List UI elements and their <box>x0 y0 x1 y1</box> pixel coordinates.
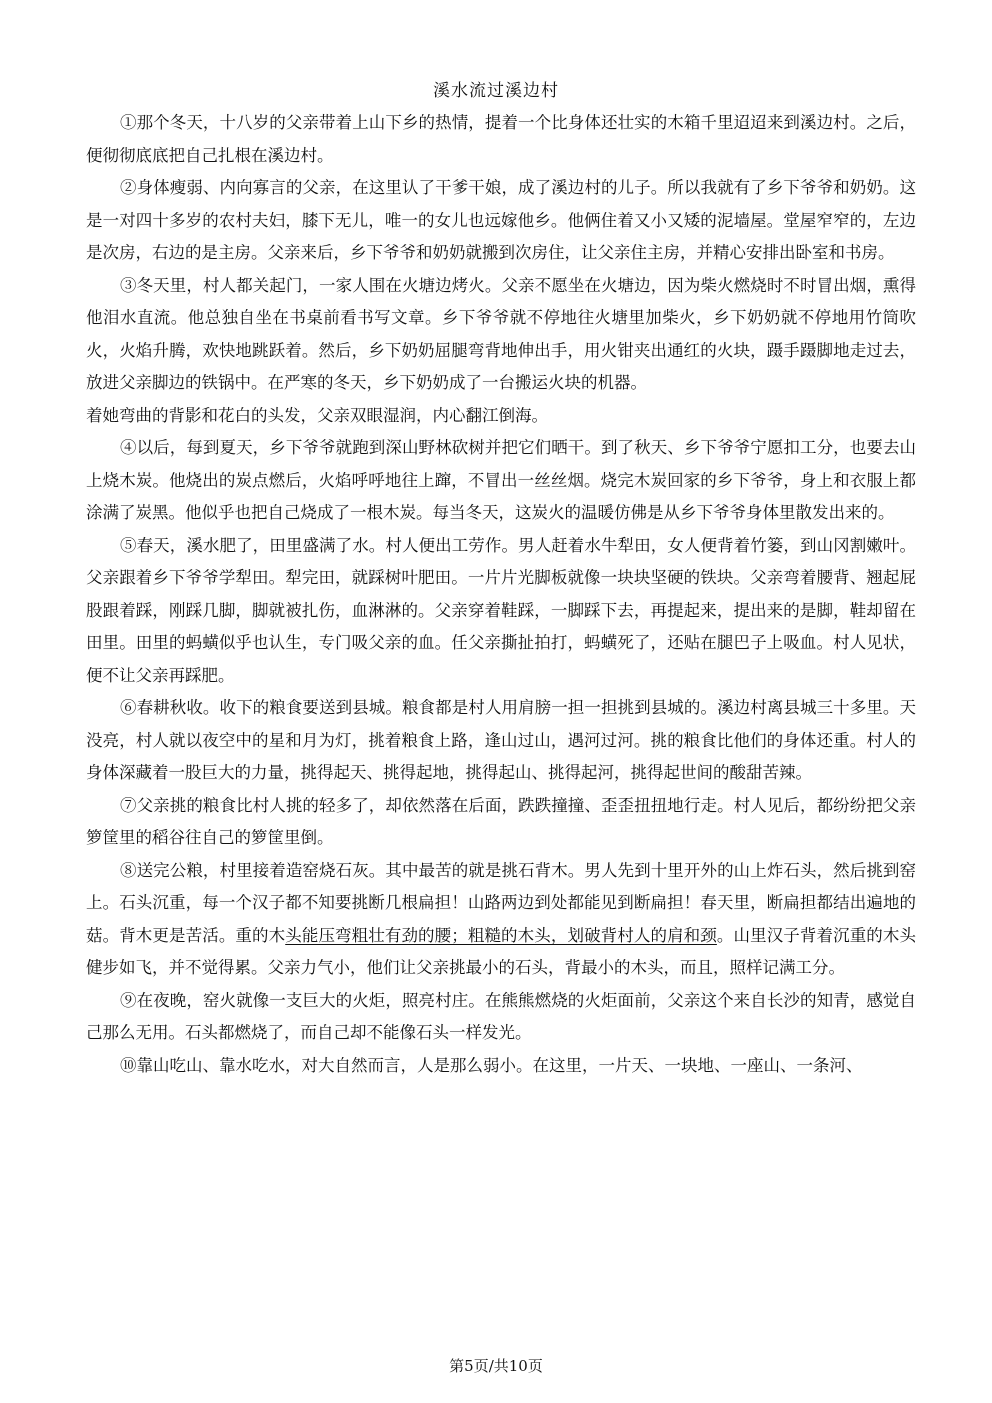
paragraph-8 <box>86 855 916 985</box>
paragraph-10: ⑩靠山吃山、靠水吃水，对大自然而言，人是那么弱小。在这里，一片天、一块地、一座山、一条河、 <box>120 1055 863 1075</box>
paragraph-8-text-after: 。山里汉子背着沉重的木头健步如飞，并不觉得累。父亲力气小，他们让父亲挑最小的石头，背最小的木头，而且，照样记满工分。 <box>86 925 917 977</box>
paragraph-2: ②身体瘦弱、内向寡言的父亲，在这里认了干爹干娘，成了溪边村的儿子。所以我就有了乡下爷爷和奶奶。这是一对四十多岁的农村夫妇，膝下无儿，唯一的女儿也远嫁他乡。他俩住着又小又矮的泥墙屋。堂屋窄窄的，左边是次房，右边的是主房。父亲来后，乡下爷爷和奶奶就搬到次房住，让父亲住主房，并精心安排出卧室和书房。 <box>86 178 916 262</box>
paragraph-9: ⑨在夜晚，窑火就像一支巨大的火炬，照亮村庄。在熊熊燃烧的火炬面前，父亲这个来自长沙的知青，感觉自己那么无用。石头都燃烧了，而自己却不能像石头一样发光。 <box>86 990 916 1042</box>
paragraph-4: ④以后，每到夏天，乡下爷爷就跑到深山野林砍树并把它们晒干。到了秋天、乡下爷爷宁愿扣工分，也要去山上烧木炭。他烧出的炭点燃后，火焰呼呼地往上蹿，不冒出一丝丝烟。烧完木炭回家的乡下爷爷，身上和衣服上都涂满了炭黑。他似乎也把自己烧成了一根木炭。每当冬天，这炭火的温暖仿佛是从乡下爷爷身体里散发出来的。 <box>86 438 916 522</box>
paragraph-3-continuation: 着她弯曲的背影和花白的头发，父亲双眼湿润，内心翻江倒海。 <box>86 405 548 425</box>
paragraph-6: ⑥春耕秋收。收下的粮食要送到县城。粮食都是村人用肩膀一担一担挑到县城的。溪边村离县城三十多里。天没亮，村人就以夜空中的星和月为灯，挑着粮食上路，逢山过山，遇河过河。挑的粮食比他们的身体还重。村人的身体深藏着一股巨大的力量，挑得起天、挑得起地，挑得起山、挑得起河，挑得起世间的酸甜苦辣。 <box>86 698 916 782</box>
article-body <box>86 107 916 1082</box>
paragraph-3: ③冬天里，村人都关起门，一家人围在火塘边烤火。父亲不愿坐在火塘边，因为柴火燃烧时不时冒出烟，熏得他泪水直流。他总独自坐在书桌前看书写文章。乡下爷爷就不停地往火塘里加柴火，乡下奶奶就不停地用竹筒吹火，火焰升腾，欢快地跳跃着。然后，乡下奶奶屈腿弯背地伸出手，用火钳夹出通红的火块，蹑手蹑脚地走过去，放进父亲脚边的铁锅中。在严寒的冬天，乡下奶奶成了一台搬运火块的机器。 <box>86 275 916 392</box>
paragraph-8-text-before: ⑧送完公粮，村里接着造窑烧石灰。其中最苦的就是挑石背木。男人先到十里开外的山上炸石头，然后挑到窑上。石头沉重，每一个汉子都不知要挑断几根扁担！山路两边到处都能见到断扁担！春天里，断扁担都结出遍地的菇。背木更是苦活。重的木 <box>86 860 916 945</box>
paragraph-5: ⑤春天，溪水肥了，田里盛满了水。村人便出工劳作。男人赶着水牛犁田，女人便背着竹篓，到山冈割嫩叶。父亲跟着乡下爷爷学犁田。犁完田，就踩树叶肥田。一片片光脚板就像一块块坚硬的铁块。父亲弯着腰背、翘起屁股跟着踩，刚踩几脚，脚就被扎伤，血淋淋的。父亲穿着鞋踩，一脚踩下去，再提起来，提出来的是脚，鞋却留在田里。田里的蚂蟥似乎也认生，专门吸父亲的血。任父亲撕扯拍打，蚂蟥死了，还贴在腿巴子上吸血。村人见状，便不让父亲再踩肥。 <box>86 535 916 685</box>
paragraph-7: ⑦父亲挑的粮食比村人挑的轻多了，却依然落在后面，跌跌撞撞、歪歪扭扭地行走。村人见后，都纷纷把父亲箩筐里的稻谷往自己的箩筐里倒。 <box>86 795 916 847</box>
page-number: 第5页/共10页 <box>449 1357 543 1375</box>
paragraph-1: ①那个冬天，十八岁的父亲带着上山下乡的热情，提着一个比身体还壮实的木箱千里迢迢来到溪边村。之后，便彻彻底底把自己扎根在溪边村。 <box>86 113 916 165</box>
article-title: 溪水流过溪边村 <box>433 81 559 101</box>
underlined-sentence: 头能压弯粗壮有劲的腰；粗糙的木头，划破背村人的肩和颈 <box>285 925 717 945</box>
